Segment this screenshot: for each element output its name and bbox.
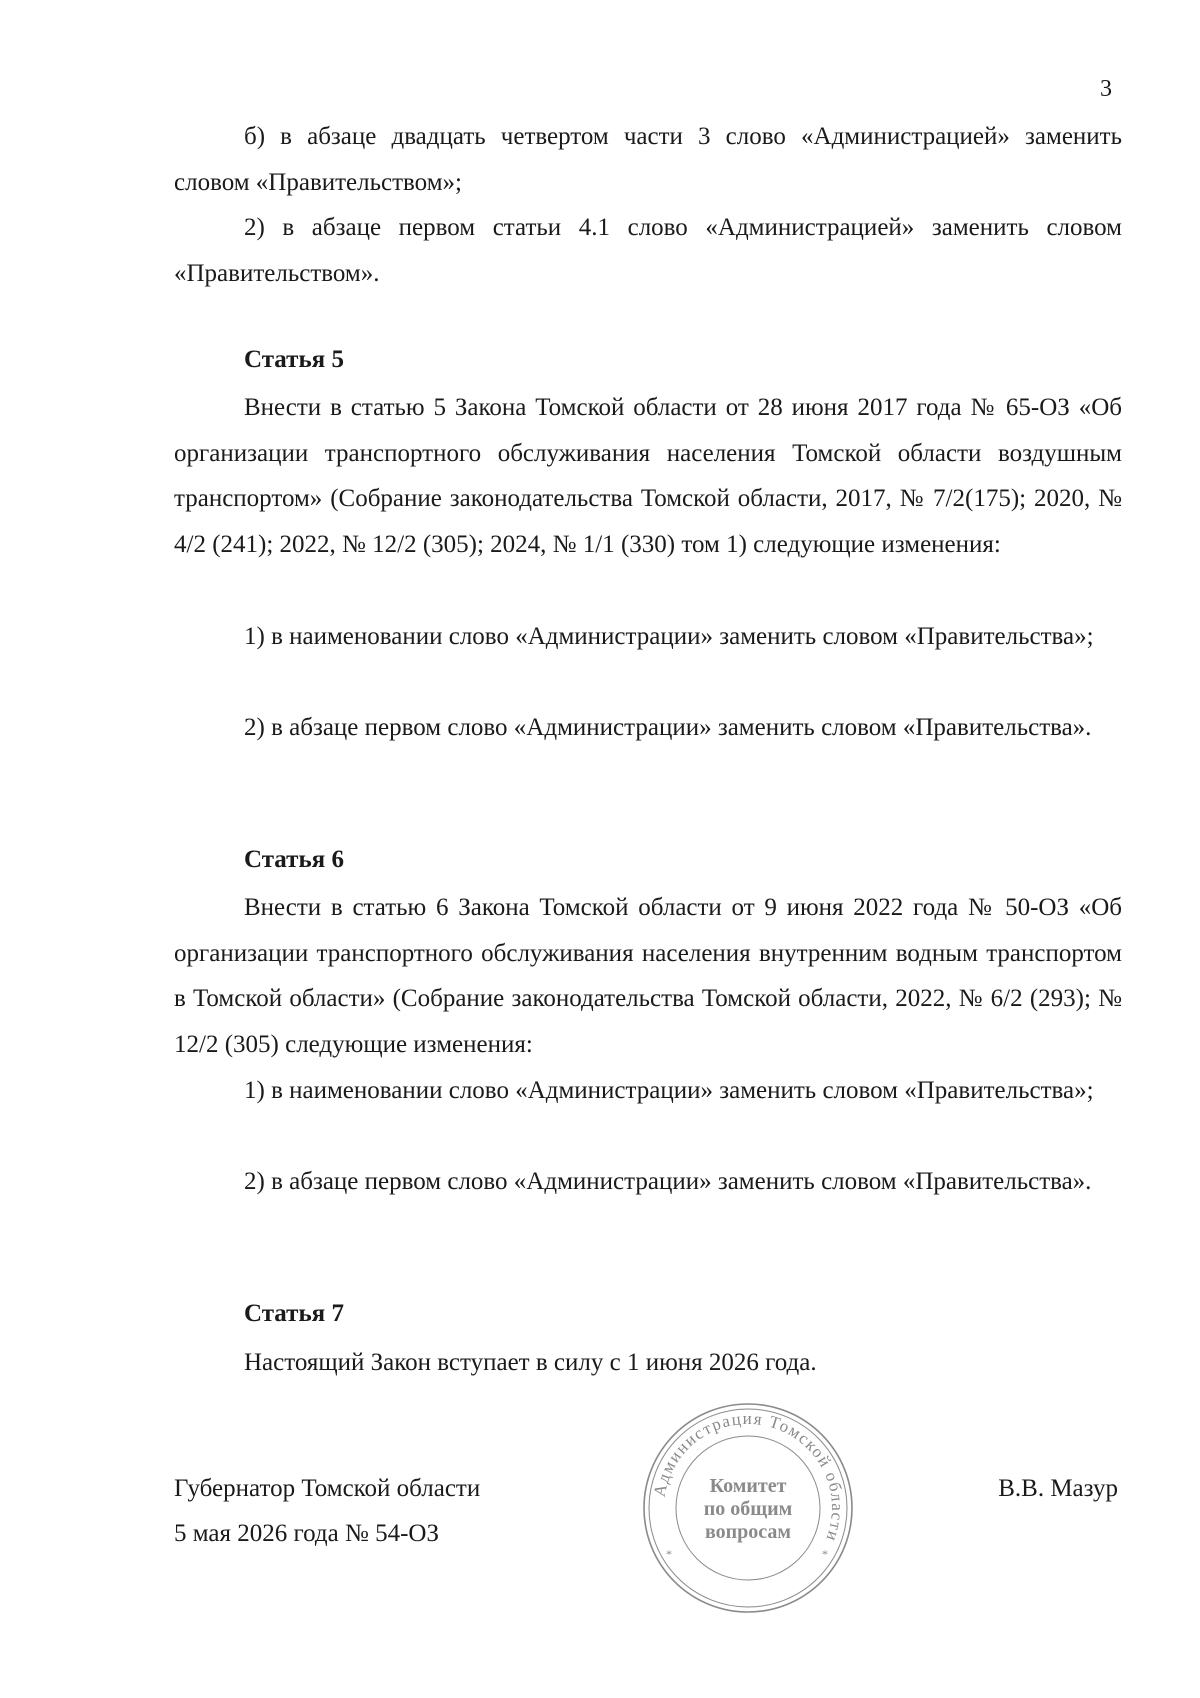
law-date-number: 5 мая 2026 года № 54-ОЗ	[174, 1520, 439, 1547]
article-7-heading: Статья 7	[244, 1300, 344, 1327]
signatory-title: Губернатор Томской области	[174, 1475, 481, 1502]
signatory-name: В.В. Мазур	[998, 1475, 1118, 1502]
article-6-item-2: 2) в абзаце первом слово «Администрации» заменить словом «Правительства».	[244, 1168, 1092, 1195]
svg-text:Администрация Томской области: Администрация Томской области	[649, 1408, 848, 1545]
svg-text:по общим: по общим	[703, 1498, 793, 1520]
article-5-heading: Статья 5	[244, 346, 344, 373]
article-5-text: Внести в статью 5 Закона Томской области от 28 июня 2017 года № 65-ОЗ «Об организации транспортного обслуживания населения Томской области воздушным транспортом» (Собрание законодательства Томской области, 2017, № 7/2(175); 2020, № 4/2 (241); 2022, № 12/2 (305); 2024, № 1/1 (330) том 1) следующие изменения:	[174, 394, 1122, 558]
article-6-text: Внести в статью 6 Закона Томской области от 9 июня 2022 года № 50-ОЗ «Об организации транспортного обслуживания населения внутренним водным транспортом в Томской области» (Собрание законодательства Томской области, 2022, № 6/2 (293); № 12/2 (305) следующие изменения:	[174, 894, 1122, 1058]
official-stamp	[640, 1400, 856, 1616]
article-5-item-1: 1) в наименовании слово «Администрации» заменить словом «Правительства»;	[244, 623, 1094, 650]
svg-text:*: *	[822, 1547, 828, 1561]
article-6-heading: Статья 6	[244, 846, 344, 873]
page-number: 3	[1100, 76, 1112, 102]
amendment-item-b: б) в абзаце двадцать четвертом части 3 слово «Администрацией» заменить словом «Правительством»;	[174, 123, 1122, 196]
article-7-text: Настоящий Закон вступает в силу с 1 июня 2026 года.	[244, 1349, 817, 1376]
article-5-item-2: 2) в абзаце первом слово «Администрации» заменить словом «Правительства».	[244, 714, 1092, 741]
article-6-item-1: 1) в наименовании слово «Администрации» заменить словом «Правительства»;	[244, 1077, 1094, 1104]
amendment-item-2: 2) в абзаце первом статьи 4.1 слово «Администрацией» заменить словом «Правительством».	[174, 214, 1122, 287]
svg-text:Комитет: Комитет	[709, 1475, 787, 1497]
svg-text:вопросам: вопросам	[704, 1521, 792, 1543]
svg-text:*: *	[666, 1547, 672, 1561]
